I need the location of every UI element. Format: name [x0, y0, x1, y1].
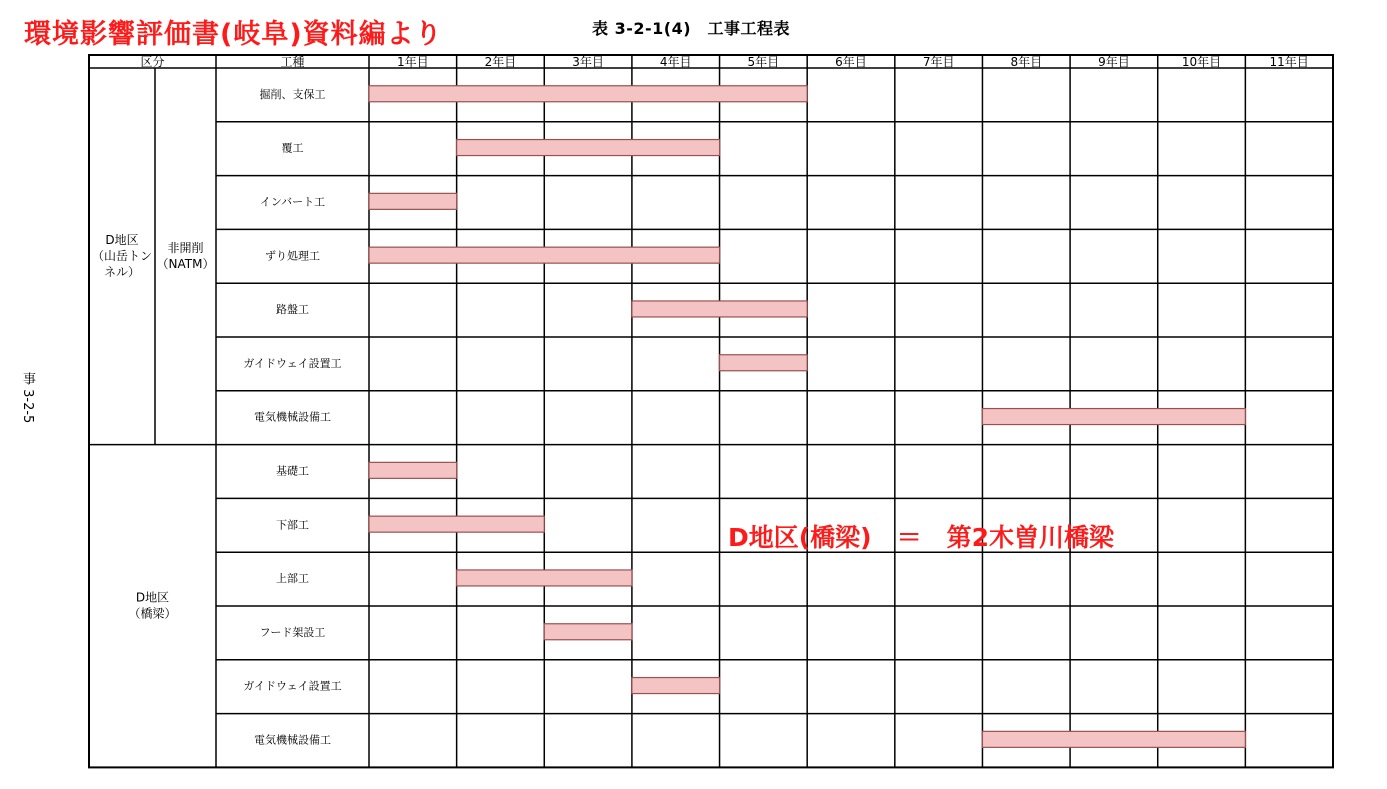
table-title: 表 3-2-1(4) 工事工程表 — [592, 19, 791, 38]
header-year: 11年目 — [1269, 55, 1309, 69]
source-note: 環境影響評価書(岐阜)資料編より — [24, 19, 443, 50]
header-year: 4年目 — [659, 55, 692, 69]
header-year: 3年目 — [572, 55, 604, 69]
work-type-label: インバート工 — [259, 195, 326, 209]
schedule-bar — [369, 86, 807, 102]
work-type-label: 電気機械設備工 — [254, 733, 331, 747]
header-year: 7年目 — [922, 55, 955, 69]
schedule-bar — [457, 140, 720, 156]
header-year: 1年目 — [396, 55, 429, 69]
group-label: D地区 — [135, 590, 170, 605]
header-category: 区分 — [140, 55, 165, 69]
header-year: 8年目 — [1010, 55, 1043, 69]
work-type-label: 基礎工 — [276, 464, 309, 478]
work-type-label: 上部工 — [276, 572, 309, 586]
header-year: 6年目 — [835, 55, 867, 69]
subgroup-label: 非開削 — [167, 240, 204, 255]
group-label: （橋梁） — [128, 606, 177, 621]
work-type-label: フード架設工 — [259, 625, 326, 639]
work-type-label: ガイドウェイ設置工 — [243, 679, 342, 693]
header-year: 10年目 — [1181, 55, 1222, 69]
work-type-label: ガイドウェイ設置工 — [243, 356, 342, 370]
schedule-bar — [369, 462, 457, 478]
work-type-label: 掘削、支保工 — [259, 87, 326, 101]
work-type-label: 電気機械設備工 — [254, 410, 331, 424]
header-year: 9年目 — [1098, 55, 1130, 69]
schedule-bar — [982, 731, 1245, 747]
schedule-bar — [982, 409, 1245, 425]
work-type-label: 路盤工 — [276, 303, 309, 317]
subgroup-label: （NATM） — [156, 256, 215, 271]
header-year: 2年目 — [484, 55, 517, 69]
work-type-label: 覆工 — [281, 141, 304, 155]
schedule-bar — [369, 193, 457, 209]
schedule-bar — [369, 247, 720, 263]
bridge-annotation: D地区(橋梁) ＝ 第2木曽川橋梁 — [728, 523, 1114, 552]
schedule-bar — [457, 570, 632, 586]
header-year: 5年目 — [747, 55, 780, 69]
header-work: 工種 — [280, 55, 305, 69]
page-number: 事 3-2-5 — [20, 372, 35, 424]
group-label: （山岳トン — [91, 248, 153, 263]
group-label: D地区 — [105, 232, 139, 247]
schedule-bar — [632, 301, 807, 317]
schedule-bar — [632, 678, 720, 694]
schedule-bar — [369, 516, 544, 532]
work-type-label: ずり処理工 — [265, 249, 320, 263]
group-label: ネル） — [103, 264, 141, 279]
schedule-bar — [544, 624, 632, 640]
work-type-label: 下部工 — [276, 518, 309, 532]
schedule-bar — [720, 355, 808, 371]
